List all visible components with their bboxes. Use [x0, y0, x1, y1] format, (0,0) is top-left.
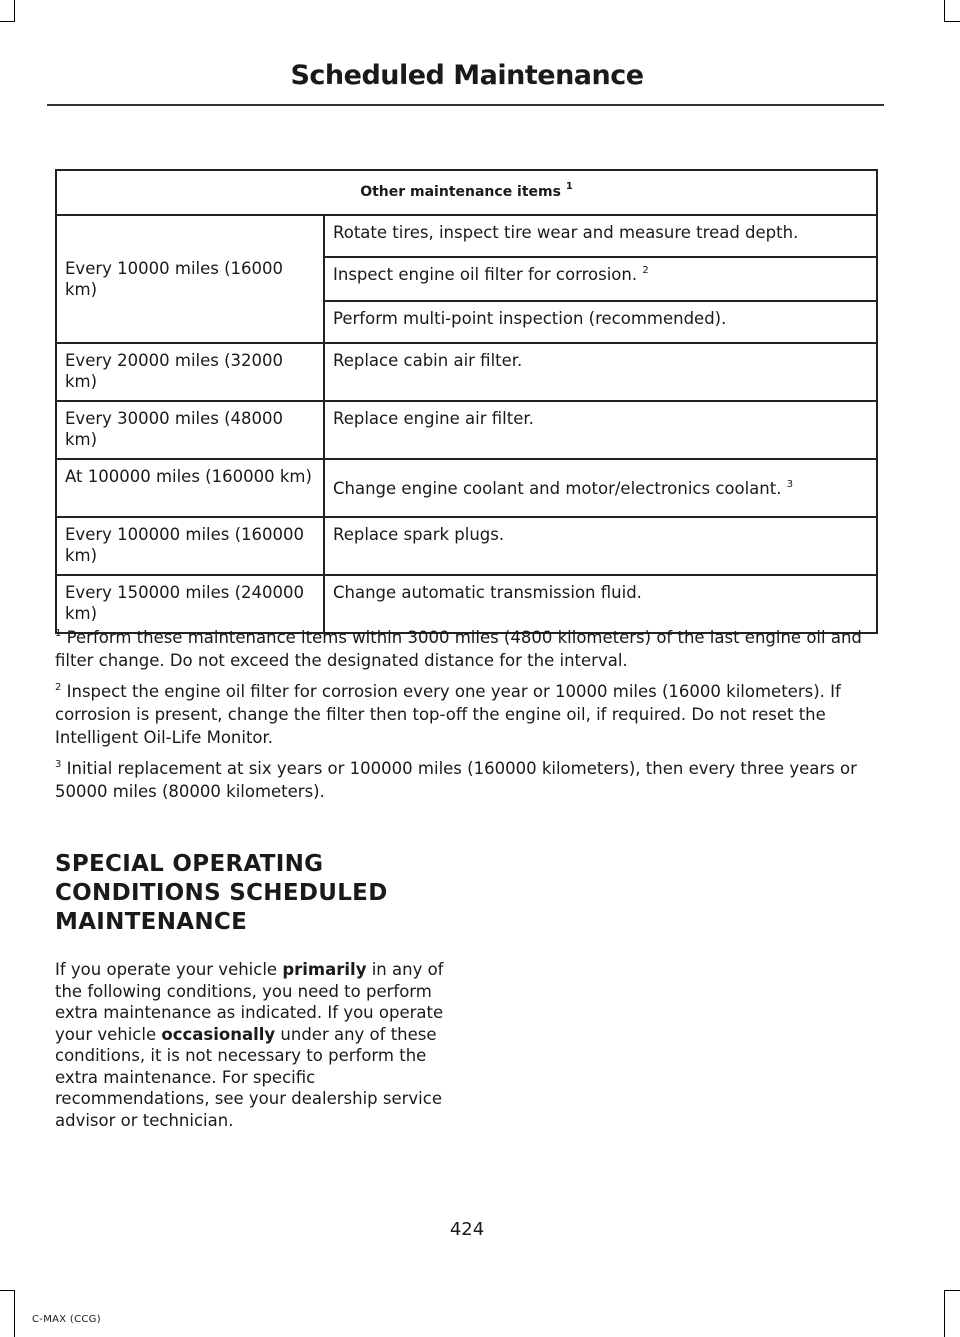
item-cell	[324, 257, 877, 301]
crop-mark-top-left-h	[0, 21, 15, 22]
para-emphasis-primarily: primarily	[282, 960, 367, 979]
footnote-ref: 2	[642, 265, 649, 276]
para-text: If you operate your vehicle	[55, 960, 283, 979]
item-text: Replace cabin air filter.	[333, 351, 523, 370]
item-cell	[324, 401, 877, 459]
table-row	[56, 343, 877, 401]
item-text: Inspect engine oil filter for corrosion.	[333, 265, 638, 284]
table-row	[56, 401, 877, 459]
interval-cell: Every 30000 miles (48000 km)	[56, 401, 324, 459]
item-text: Change engine coolant and motor/electronics coolant.	[333, 478, 782, 498]
footnote-text: Initial replacement at six years or 100000 miles (160000 kilometers), then every three years or 50000 miles (80000 kilometers).	[55, 759, 857, 801]
crop-mark-bottom-left-h	[0, 1290, 15, 1291]
footnote-text: Perform these maintenance items within 3000 miles (4800 kilometers) of the last engine oil and filter change. Do not exceed the designated distance for the interval.	[55, 628, 862, 670]
maintenance-table	[55, 169, 878, 634]
para-text: under any of these conditions, it is not necessary to perform the extra maintenance. For specific recommendations, see your dealership service advisor or technician.	[55, 1024, 442, 1130]
crop-mark-bottom-right-h	[944, 1290, 960, 1291]
footnote-text: Inspect the engine oil filter for corrosion every one year or 10000 miles (16000 kilometers). If corrosion is present, change the filter then top-off the engine oil, if required. Do not reset the Intelligent Oil-Life Monitor.	[55, 682, 841, 747]
footnote	[55, 757, 885, 803]
table-row	[56, 215, 877, 257]
item-cell	[324, 215, 877, 257]
item-cell	[324, 575, 877, 633]
item-cell	[324, 301, 877, 343]
footnote-number: 3	[55, 759, 62, 770]
para-emphasis-occasionally: occasionally	[161, 1024, 276, 1044]
item-cell	[324, 459, 877, 517]
para-text: in any of the following conditions, you need to perform extra maintenance as indicated. If you operate your vehicle	[55, 960, 444, 1044]
footnote-number: 2	[55, 682, 62, 693]
crop-mark-top-right-h	[944, 21, 960, 22]
interval-cell: Every 20000 miles (32000 km)	[56, 343, 324, 401]
crop-mark-bottom-left-v	[14, 1290, 15, 1337]
crop-mark-top-right-v	[944, 0, 945, 22]
table-row	[56, 575, 877, 633]
footnote-ref: 3	[786, 478, 794, 490]
footnote-number: 1	[55, 628, 62, 639]
table-row	[56, 517, 877, 575]
crop-mark-top-left-v	[14, 0, 15, 22]
item-text: Replace engine air filter.	[333, 409, 534, 428]
crop-mark-bottom-right-v	[944, 1290, 945, 1337]
interval-cell: Every 150000 miles (240000 km)	[56, 575, 324, 633]
interval-cell: At 100000 miles (160000 km)	[56, 459, 324, 517]
section-paragraph	[55, 959, 455, 1131]
table-row	[56, 459, 877, 517]
footnote	[55, 626, 885, 672]
title-divider	[47, 104, 884, 106]
interval-cell: Every 10000 miles (16000 km)	[56, 215, 324, 343]
item-text: Change automatic transmission fluid.	[333, 583, 642, 602]
footnote	[55, 680, 885, 749]
table-heading	[56, 170, 877, 215]
interval-cell: Every 100000 miles (160000 km)	[56, 517, 324, 575]
footer-model-code: C-MAX (CCG)	[32, 1314, 101, 1325]
item-cell	[324, 517, 877, 575]
page-number: 424	[449, 1219, 485, 1240]
item-text: Replace spark plugs.	[333, 525, 505, 544]
page-title: Scheduled Maintenance	[290, 60, 644, 91]
footnotes	[55, 626, 885, 811]
table-header-row	[56, 170, 877, 215]
item-text: Perform multi-point inspection (recommended).	[333, 309, 727, 328]
item-cell	[324, 343, 877, 401]
table-heading-text: Other maintenance items	[360, 184, 561, 200]
section-heading: SPECIAL OPERATING CONDITIONS SCHEDULED MAINTENANCE	[55, 851, 388, 935]
table-heading-note: 1	[565, 181, 573, 192]
item-text: Rotate tires, inspect tire wear and measure tread depth.	[333, 223, 799, 242]
